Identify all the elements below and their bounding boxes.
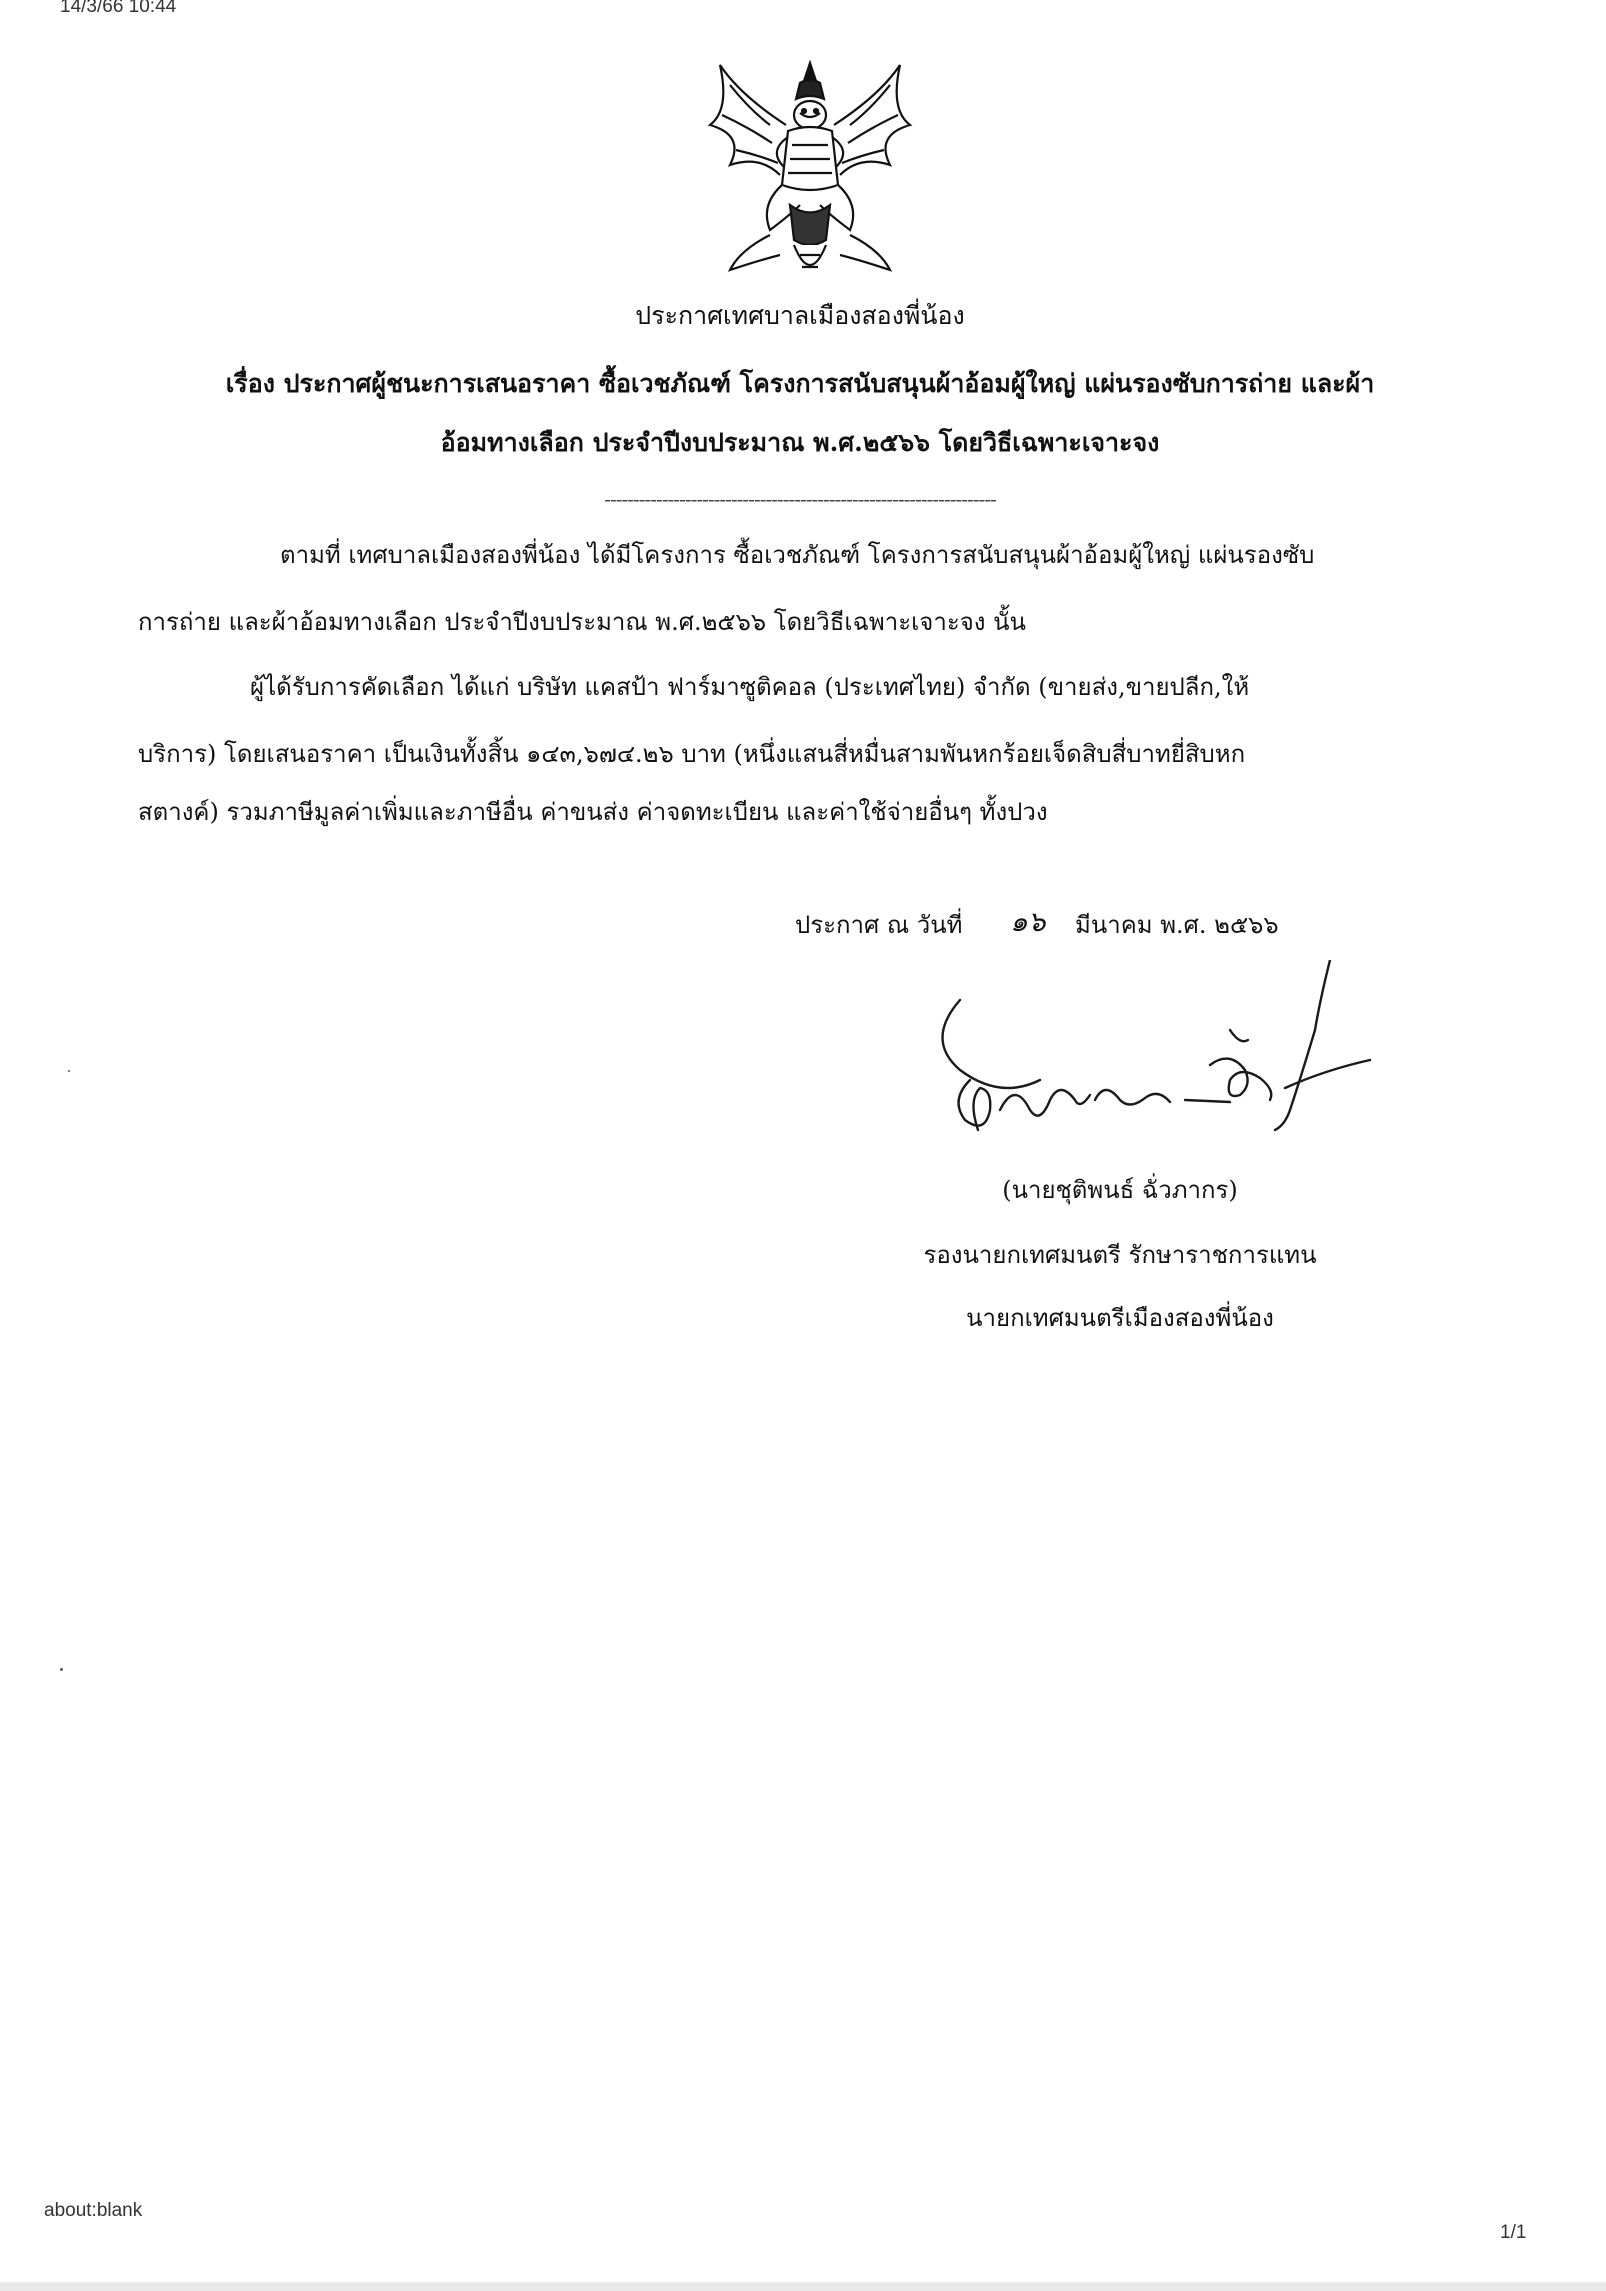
announcement-day-handwritten: ๑๖ bbox=[1010, 905, 1046, 938]
divider-line: -------------------------------------------------------------------- bbox=[604, 487, 996, 511]
subject-line-1: เรื่อง ประกาศผู้ชนะการเสนอราคา ซื้อเวชภัณฑ์ โครงการสนับสนุนผ้าอ้อมผู้ใหญ่ แผ่นรองซับการถ่าย และผ้า bbox=[225, 369, 1375, 398]
announcement-date-prefix: ประกาศ ณ วันที่ bbox=[795, 911, 963, 939]
paragraph-1-line-1: ตามที่ เทศบาลเมืองสองพี่น้อง ได้มีโครงการ ซื้อเวชภัณฑ์ โครงการสนับสนุนผ้าอ้อมผู้ใหญ่ แผ่นรองซับ bbox=[280, 541, 1315, 569]
paragraph-2-line-3: สตางค์) รวมภาษีมูลค่าเพิ่มและภาษีอื่น ค่าขนส่ง ค่าจดทะเบียน และค่าใช้จ่ายอื่นๆ ทั้งปวง bbox=[138, 798, 1048, 826]
scan-edge bbox=[0, 2282, 1606, 2291]
garuda-emblem-icon bbox=[700, 55, 920, 290]
signatory-title-1: รองนายกเทศมนตรี รักษาราชการแทน bbox=[923, 1241, 1317, 1269]
announcement-title: ประกาศเทศบาลเมืองสองพี่น้อง bbox=[635, 301, 965, 330]
handwritten-signature bbox=[930, 960, 1390, 1150]
print-timestamp: 14/3/66 10:44 bbox=[60, 0, 177, 17]
paragraph-1-line-2: การถ่าย และผ้าอ้อมทางเลือก ประจำปีงบประมาณ พ.ศ.๒๕๖๖ โดยวิธีเฉพาะเจาะจง นั้น bbox=[138, 608, 1026, 636]
scan-speck bbox=[68, 1070, 70, 1072]
subject-line-2: อ้อมทางเลือก ประจำปีงบประมาณ พ.ศ.๒๕๖๖ โดยวิธีเฉพาะเจาะจง bbox=[440, 428, 1160, 457]
print-footer-url: about:blank bbox=[44, 2200, 143, 2221]
paragraph-2-line-2: บริการ) โดยเสนอราคา เป็นเงินทั้งสิ้น ๑๔๓,๖๗๔.๒๖ บาท (หนึ่งแสนสี่หมื่นสามพันหกร้อยเจ็ดสิบสี่บาทยี่สิบหก bbox=[138, 740, 1246, 768]
paragraph-2-line-1: ผู้ได้รับการคัดเลือก ได้แก่ บริษัท แคสป้า ฟาร์มาซูติคอล (ประเทศไทย) จำกัด (ขายส่ง,ขายปลีก,ให้ bbox=[250, 673, 1250, 701]
scan-speck bbox=[60, 1668, 63, 1671]
announcement-month-year: มีนาคม พ.ศ. ๒๕๖๖ bbox=[1075, 911, 1279, 939]
signatory-name: (นายชุติพนธ์ ฉั่วภากร) bbox=[1002, 1176, 1238, 1204]
print-footer-page-number: 1/1 bbox=[1500, 2222, 1527, 2243]
signatory-title-2: นายกเทศมนตรีเมืองสองพี่น้อง bbox=[966, 1304, 1274, 1332]
